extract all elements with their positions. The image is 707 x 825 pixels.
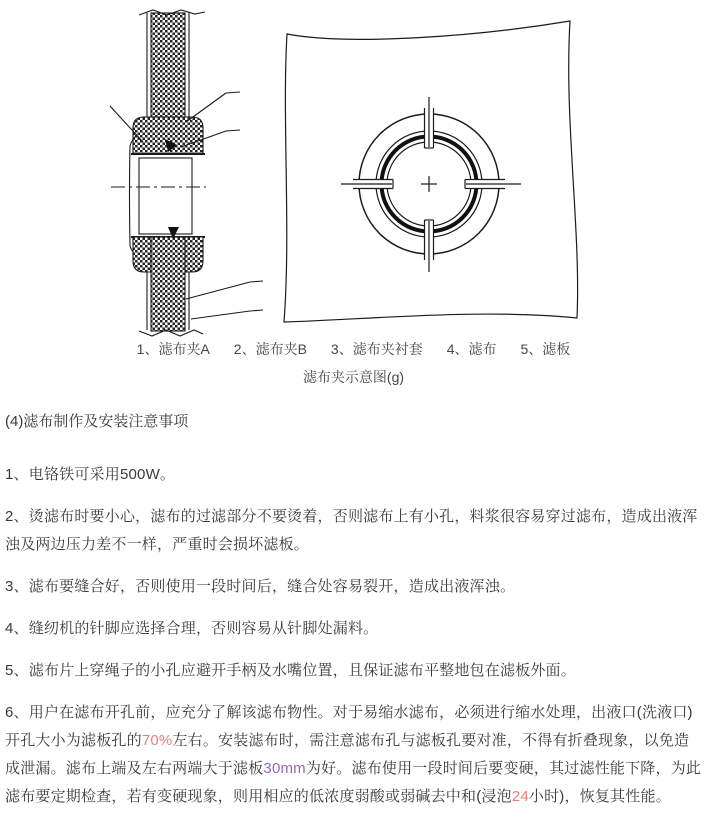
legend-item: 1、滤布夹A [136, 341, 210, 357]
legend-item: 2、滤布夹B [233, 341, 307, 357]
legend-item: 5、滤板 [520, 341, 571, 357]
clamp-cross-section-diagram [110, 10, 263, 336]
figure-caption-title: 滤布夹示意图(g) [302, 369, 405, 385]
legend-item: 3、滤布夹衬套 [330, 341, 423, 357]
note-item-6: 6、用户在滤布开孔前，应充分了解该滤布物性。对于易缩水滤布，必须进行缩水处理，出液口(洗液口)开孔大小为滤板孔的70%左右。安装滤布时，需注意滤布孔与滤板孔要对准，不得有折叠现象，以免造成泄漏。滤布上端及左右两端大于滤板30mm为好。滤布使用一段时间后要变硬，其过滤性能下降，为此滤布要定期检查，若有变硬现象，则用相应的低浓度弱酸或弱碱去中和(浸泡24小时)，恢复其性能。 [5, 704, 702, 805]
note-item-3: 3、滤布要缝合好，否则使用一段时间后，缝合处容易裂开，造成出液浑浊。 [5, 578, 516, 595]
legend-item: 4、滤布 [446, 341, 497, 357]
note-item-4: 4、缝纫机的针脚应选择合理，否则容易从针脚处漏料。 [5, 620, 379, 637]
note-item-2: 2、烫滤布时要小心，滤布的过滤部分不要烫着，否则滤布上有小孔，料浆很容易穿过滤布，造成出液浑浊及两边压力差不一样，严重时会损坏滤板。 [5, 508, 698, 553]
section-heading: (4)滤布制作及安装注意事项 [5, 413, 189, 430]
figure-area [0, 0, 707, 338]
section-content [0, 386, 707, 825]
filter-clamp-figure [0, 0, 707, 338]
clamp-front-view-diagram [284, 21, 578, 322]
note-item-5: 5、滤布片上穿绳子的小孔应避开手柄及水嘴位置，且保证滤布平整地包在滤板外面。 [5, 662, 576, 679]
figure-caption-legend [0, 340, 707, 358]
note-item-1: 1、电铬铁可采用500W。 [5, 466, 176, 483]
